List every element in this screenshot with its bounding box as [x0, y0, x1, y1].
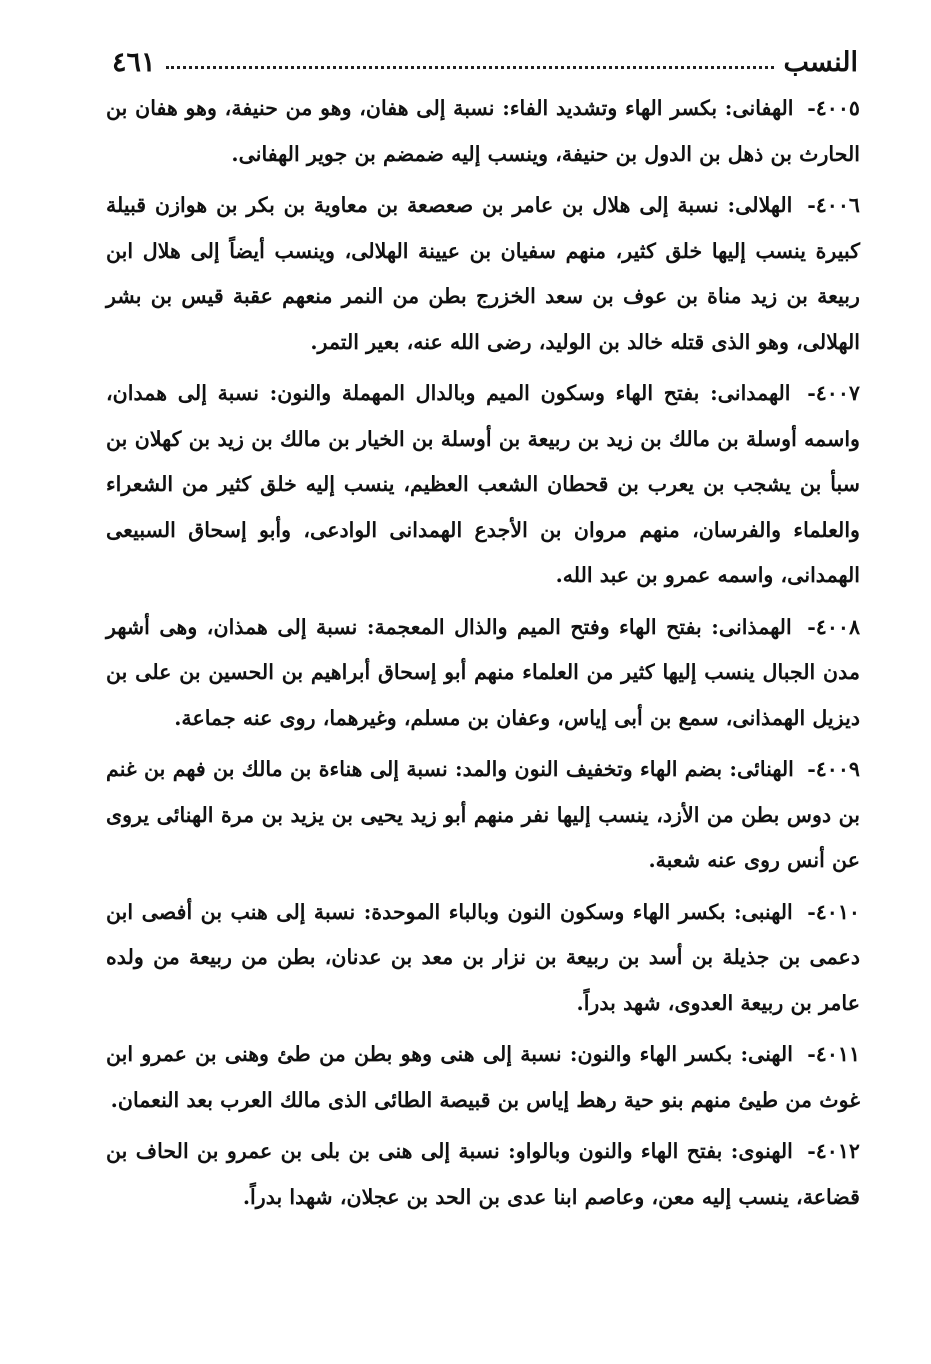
- header-leader-dots: [166, 66, 774, 69]
- entry-number: ٤٠٠٦-: [807, 193, 860, 217]
- entry-number: ٤٠٠٧-: [807, 381, 860, 405]
- header-title: النسب: [783, 47, 858, 78]
- entry-text: الهنى: بكسر الهاء والنون: نسبة إلى هنى وهو بطن من طئ وهنى بن عمرو ابن غوث من طيئ منهم بنو حية رهط إياس بن قبيصة الطائى الذى مالك العرب بعد النعمان.: [106, 1042, 860, 1112]
- entry-text: الهلالى: نسبة إلى هلال بن عامر بن صعصعة بن معاوية بن بكر بن هوازن قبيلة كبيرة ينسب إليها خلق كثير، منهم سفيان بن عيينة الهلالى، وينسب أيضاً إلى هلال ابن ربيعة بن زيد مناة بن عوف بن سعد الخزرج بطن من النمر منعهم عقبة قيس بن بشر الهلالى، وهو الذى قتله خالد بن الوليد، رضى الله عنه، بعير التمر.: [106, 193, 860, 354]
- entry-number: ٤٠٠٨-: [807, 614, 861, 639]
- entry-number: ٤٠١٢-: [807, 1139, 860, 1163]
- entry-text: الهمدانى: بفتح الهاء وسكون الميم وبالدال المهملة والنون: نسبة إلى همدان، واسمه أوسلة بن مالك بن زيد بن ربيعة بن أوسلة بن الخيار بن مالك بن زيد بن كهلان بن سبأ بن يشجب بن يعرب بن قحطان الشعب العظيم، ينسب إليه خلق كثير من الشعراء والعلماء والفرسان، منهم مروان بن الأجدع الهمدانى الوادعى، وأبو إسحاق السبيعى الهمدانى، واسمه عمرو بن عبد الله.: [106, 381, 860, 587]
- entry-4010: [106, 890, 860, 1027]
- entry-text: الهنوى: بفتح الهاء والنون وبالواو: نسبة إلى هنى بن بلى بن عمرو بن الحاف بن قضاعة، ينسب إليه معن، وعاصم ابنا عدى بن الحد بن عجلان، شهدا بدراً.: [106, 1139, 860, 1209]
- entry-4008: [106, 605, 860, 742]
- entry-text: الهنبى: بكسر الهاء وسكون النون وبالباء الموحدة: نسبة إلى هنب بن أفصى ابن دعمى بن جذيلة بن أسد بن ربيعة بن نزار بن معد بن عدنان، بطن من ربيعة من ولده عامر بن ربيعة العدوى، شهد بدراً.: [106, 899, 860, 1015]
- entry-number: ٤٠١٠-: [807, 899, 860, 924]
- entry-4006: [106, 183, 860, 365]
- entry-number: ٤٠١١-: [807, 1042, 861, 1066]
- entries-list: [106, 86, 860, 1226]
- entry-text: الهفانى: بكسر الهاء وتشديد الفاء: نسبة إلى هفان، وهو من حنيفة، وهو هفان بن الحارث بن ذهل بن الدول بن حنيفة، وينسب إليه ضمضم بن جوير الهفانى.: [106, 96, 860, 166]
- entry-text: الهمذانى: بفتح الهاء وفتح الميم والذال المعجمة: نسبة إلى همذان، وهى أشهر مدن الجبال ينسب إليها كثير من العلماء منهم أبو إسحاق أبراهيم بن الحسين بن على بن ديزيل الهمذانى، سمع بن أبى إياس، وعفان بن مسلم، وغيرهما، روى عنه جماعة.: [106, 614, 860, 730]
- entry-text: الهنائى: بضم الهاء وتخفيف النون والمد: نسبة إلى هناءة بن مالك بن فهم بن غنم بن دوس بطن من الأزد، ينسب إليها نفر منهم أبو زيد يحيى بن يزيد بن مرة الهنائى يروى عن أنس روى عنه شعبة.: [106, 757, 860, 872]
- entry-4011: [106, 1032, 860, 1123]
- entry-4009: [106, 747, 860, 884]
- entry-number: ٤٠٠٥-: [807, 96, 860, 120]
- entry-4007: [106, 371, 860, 599]
- entry-4005: [106, 86, 860, 177]
- entry-number: ٤٠٠٩-: [807, 757, 860, 781]
- page-number: ٤٦١: [112, 47, 156, 78]
- running-header: [112, 38, 858, 78]
- entry-4012: [106, 1129, 860, 1220]
